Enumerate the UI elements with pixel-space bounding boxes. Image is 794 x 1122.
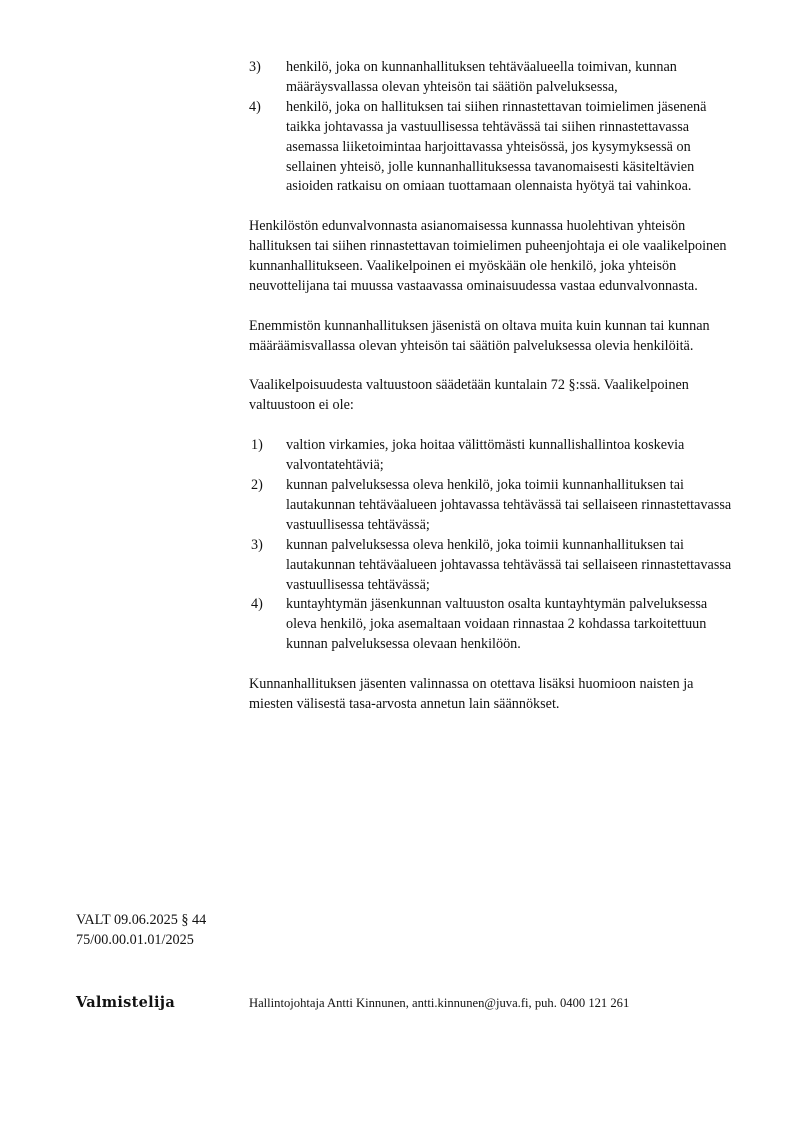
paragraph-edunvalvonta: Henkilöstön edunvalvonnasta asianomaisessa kunnassa huolehtivan yhteisön hallituksen tai siihen rinnastettavan toimielimen puheenjohtaja ei ole vaalikelpoinen kunnanhallitukseen. Vaalikelpoinen ei myöskään ole henkilö, joka yhteisön neuvottelijana tai muussa vastaavassa ominaisuudessa vastaa edunvalvonnasta. [249, 218, 727, 294]
list-b [249, 436, 739, 655]
list-item [249, 58, 739, 98]
list-a [249, 58, 739, 197]
list-item-number: 3) [249, 59, 261, 75]
list-item [249, 536, 739, 596]
meeting-reference: VALT 09.06.2025 § 44 [76, 912, 207, 928]
list-item [249, 436, 739, 476]
list-item-text: kunnan palveluksessa oleva henkilö, joka toimii kunnanhallituksen tai lautakunnan tehtäväalueen johtavassa tehtävässä tai sellaiseen rinnastettavassa vastuullisessa tehtävässä; [286, 536, 732, 593]
document-body [249, 58, 739, 715]
list-item-number: 3) [251, 536, 263, 553]
case-number: 75/00.00.01.01/2025 [76, 931, 194, 948]
decision-reference [76, 911, 206, 951]
paragraph-enemmisto: Enemmistön kunnanhallituksen jäsenistä on oltava muita kuin kunnan tai kunnan määräämisvallassa olevan yhteisön tai säätiön palveluksessa olevia henkilöitä. [249, 317, 710, 354]
list-item-text: kuntayhtymän jäsenkunnan valtuuston osalta kuntayhtymän palveluksessa oleva henkilö, joka asemaltaan voidaan rinnastaa 2 kohdassa tarkoitettuun kunnan palveluksessa olevaan henkilöön. [286, 596, 708, 653]
list-item-text: kunnan palveluksessa oleva henkilö, joka toimii kunnanhallituksen tai lautakunnan tehtäväalueen johtavassa tehtävässä tai sellaiseen rinnastettavassa vastuullisessa tehtävässä; [286, 476, 732, 533]
list-item-text: henkilö, joka on hallituksen tai siihen rinnastettavan toimielimen jäsenenä taikka johtavassa ja vastuullisessa tehtävässä tai siihen rinnastettavassa asemassa liiketoimintaa harjoittavassa yhteisössä, jos kysymyksessä on sellainen yhteisö, jolle kunnanhallituksessa tavanomaisesti käsiteltävien asioiden ratkaisu on omiaan tuottamaan olennaista hyötyä tai vahinkoa. [286, 98, 707, 195]
list-item [249, 595, 739, 655]
list-item-number: 4) [249, 98, 261, 115]
list-item-text: valtion virkamies, joka hoitaa välittömästi kunnallishallintoa koskevia valvontatehtäviä; [286, 437, 685, 474]
list-item-number: 1) [251, 437, 263, 454]
list-item-number: 2) [251, 476, 263, 493]
list-item [249, 476, 739, 536]
list-item-number: 4) [251, 596, 263, 613]
list-item-text: henkilö, joka on kunnanhallituksen tehtäväalueella toimivan, kunnan määräysvallassa olevan yhteisön tai säätiön palveluksessa, [286, 59, 677, 95]
preparer-label: Valmistelija [76, 994, 176, 1011]
list-item [249, 98, 739, 198]
preparer-contact: Hallintojohtaja Antti Kinnunen, antti.kinnunen@juva.fi, puh. 0400 121 261 [249, 996, 630, 1010]
paragraph-tasa-arvo: Kunnanhallituksen jäsenten valinnassa on otettava lisäksi huomioon naisten ja miesten välisestä tasa-arvosta annetun lain säännökset. [249, 676, 694, 712]
paragraph-vaalikelpoisuus: Vaalikelpoisuudesta valtuustoon säädetään kuntalain 72 §:ssä. Vaalikelpoinen valtuustoon ei ole: [249, 377, 689, 414]
